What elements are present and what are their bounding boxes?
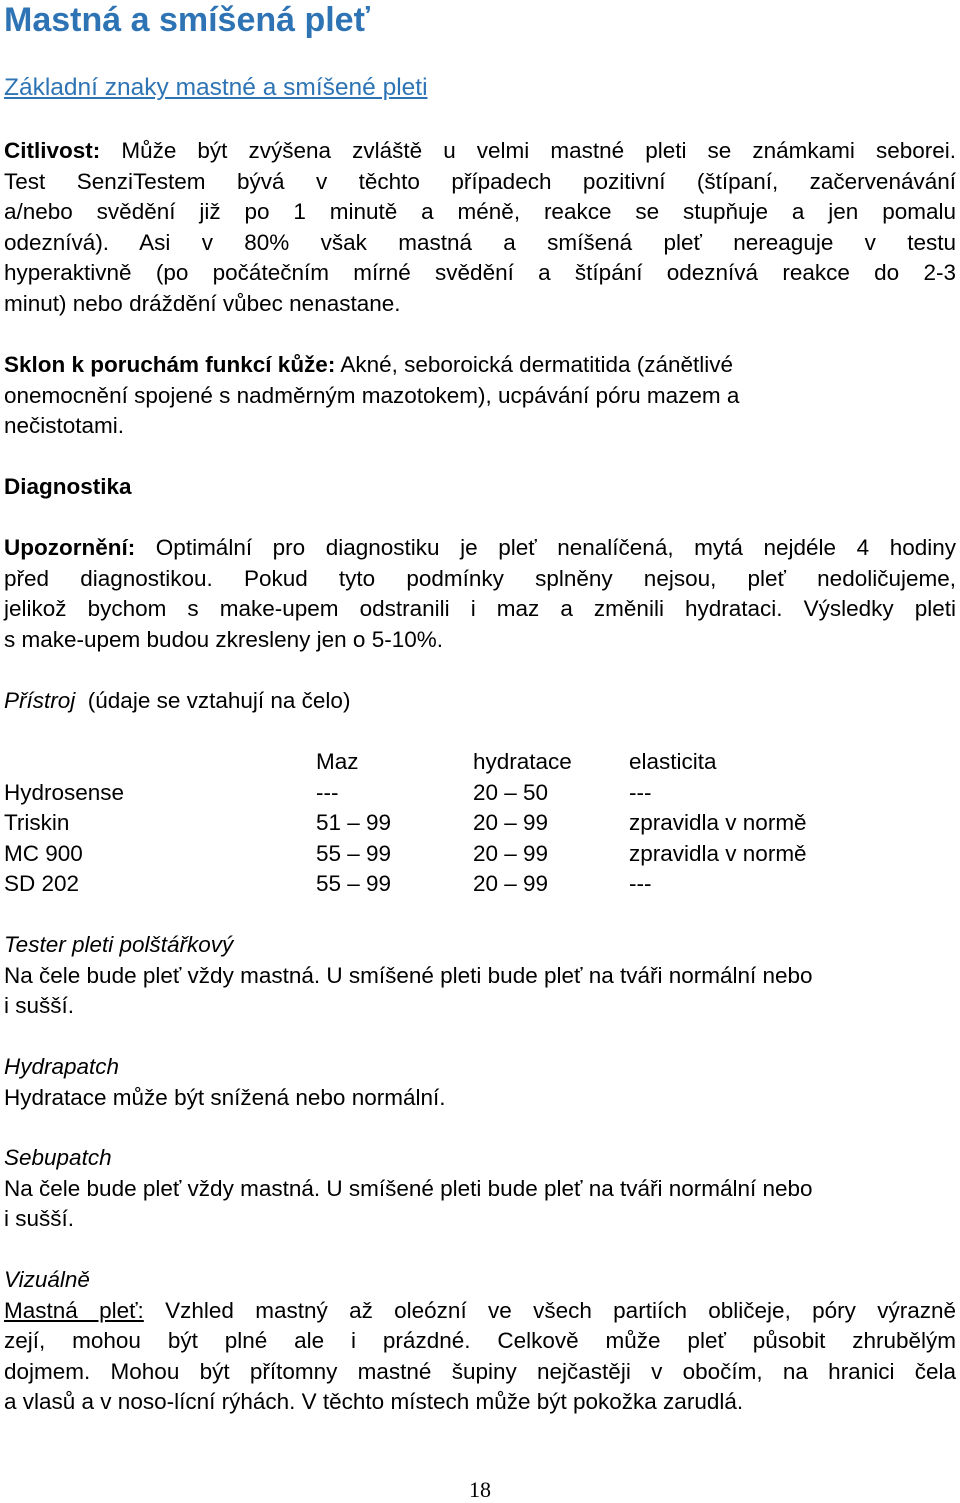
citlivost-text: Může být zvýšena zvláště u velmi mastné pleti se známkami seborei. [100,138,956,163]
sklon-label: Sklon k poruchám funkcí kůže: [4,352,336,377]
vizualne-heading: Vizuálně [4,1267,90,1292]
diagnostika-heading: Diagnostika [4,474,132,499]
table-cell: SD 202 [4,871,80,896]
page-title: Mastná a smíšená pleť [4,1,370,39]
sklon-line: nečistotami. [4,413,125,438]
sebupatch-line: i sušší. [4,1206,75,1231]
vizualne-line: dojmem. Mohou být přítomny mastné šupiny nejčastěji v obočím, na hranici čela [4,1358,956,1384]
citlivost-line: Test SenziTestem bývá v těchto případech pozitivní (štípaní, začervenávání [4,168,956,194]
citlivost-line [4,136,956,167]
table-header-cell: elasticita [629,749,717,774]
table-cell: Hydrosense [4,779,125,805]
table-row [4,778,904,809]
table-header-cell [4,747,316,778]
vizualne-text: Vzhled mastný až oleózní ve všech partiích obličeje, póry výrazně [143,1297,956,1323]
vizualne-label: Mastná pleť: [4,1297,144,1323]
tester-heading: Tester pleti polštářkový [4,932,234,957]
sebupatch-heading: Sebupatch [4,1145,112,1170]
sebupatch-line: Na čele bude pleť vždy mastná. U smíšené pleti bude pleť na tváři normální nebo [4,1175,813,1201]
table-header-cell: hydratace [473,749,572,774]
table-cell: MC 900 [4,840,83,866]
hydrapatch-heading: Hydrapatch [4,1054,120,1079]
citlivost-line: hyperaktivně (po počátečním mírné svědění a štípání odeznívá reakce do 2-3 [4,260,956,285]
upozorneni-line: před diagnostikou. Pokud tyto podmínky splněny nejsou, pleť nedoličujeme, [4,565,956,591]
upozorneni-label: Upozornění: [4,535,136,560]
upozorneni-paragraph [4,533,956,655]
device-table [4,747,904,900]
hydrapatch-text: Hydratace může být snížená nebo normální. [4,1084,446,1110]
sebupatch-section [4,1143,956,1235]
table-cell: 51 – 99 [316,810,392,835]
upozorneni-line: jelikož bychom s make-upem odstranili i maz a změnili hydrataci. Výsledky pleti [4,596,956,621]
table-cell: 20 – 50 [473,779,549,805]
tester-line: Na čele bude pleť vždy mastná. U smíšené pleti bude pleť na tváři normální nebo [4,962,813,988]
pristroj-label: Přístroj [4,688,76,713]
citlivost-label: Citlivost: [4,138,101,163]
section-subtitle: Základní znaky mastné a smíšené pleti [4,74,428,101]
hydrapatch-section [4,1052,956,1113]
upozorneni-text: Optimální pro diagnostiku je pleť nenalíčená, mytá nejdéle 4 hodiny [135,535,956,560]
upozorneni-line: s make-upem budou zkresleny jen o 5-10%. [4,626,443,652]
citlivost-line: a/nebo svědění již po 1 minutě a méně, reakce se stupňuje a jen pomalu [4,199,956,224]
vizualne-line: zejí, mohou být plné ale i prázdné. Celkově může pleť působit zhrubělým [4,1328,956,1353]
tester-section [4,930,956,1022]
table-cell: 20 – 99 [473,840,549,866]
sklon-line: onemocnění spojené s nadměrným mazotokem), ucpávání póru mazem a [4,382,740,408]
table-cell: 20 – 99 [473,871,549,896]
table-cell: Triskin [4,810,70,835]
pristroj-note: (údaje se vztahují na čelo) [87,688,351,713]
table-cell: zpravidla v normě [629,810,807,835]
table-header-row [4,747,904,778]
vizualne-line [4,1296,956,1327]
table-header-cell: Maz [316,749,359,774]
table-row [4,808,904,839]
table-cell: --- [316,779,339,805]
citlivost-line: minut) nebo dráždění vůbec nenastane. [4,290,401,316]
vizualne-line: a vlasů a v noso-lícní rýhách. V těchto místech může být pokožka zarudlá. [4,1389,744,1414]
citlivost-paragraph [4,136,956,319]
sklon-text: Akné, seboroická dermatitida (zánětlivé [335,352,734,377]
table-row [4,839,904,870]
table-cell: 55 – 99 [316,871,392,896]
vizualne-section [4,1265,956,1418]
table-cell: zpravidla v normě [629,840,807,866]
table-row [4,869,904,900]
table-cell: --- [629,779,652,805]
page-number: 18 [469,1477,491,1502]
pristroj-heading-line [4,686,956,717]
table-cell: 20 – 99 [473,810,549,835]
sklon-paragraph [4,350,956,442]
citlivost-line: odeznívá). Asi v 80% však mastná a smíšená pleť nereaguje v testu [4,229,956,255]
table-cell: --- [629,871,652,896]
upozorneni-line [4,533,956,564]
table-cell: 55 – 99 [316,840,392,866]
tester-line: i sušší. [4,993,75,1018]
sklon-line [4,350,956,381]
